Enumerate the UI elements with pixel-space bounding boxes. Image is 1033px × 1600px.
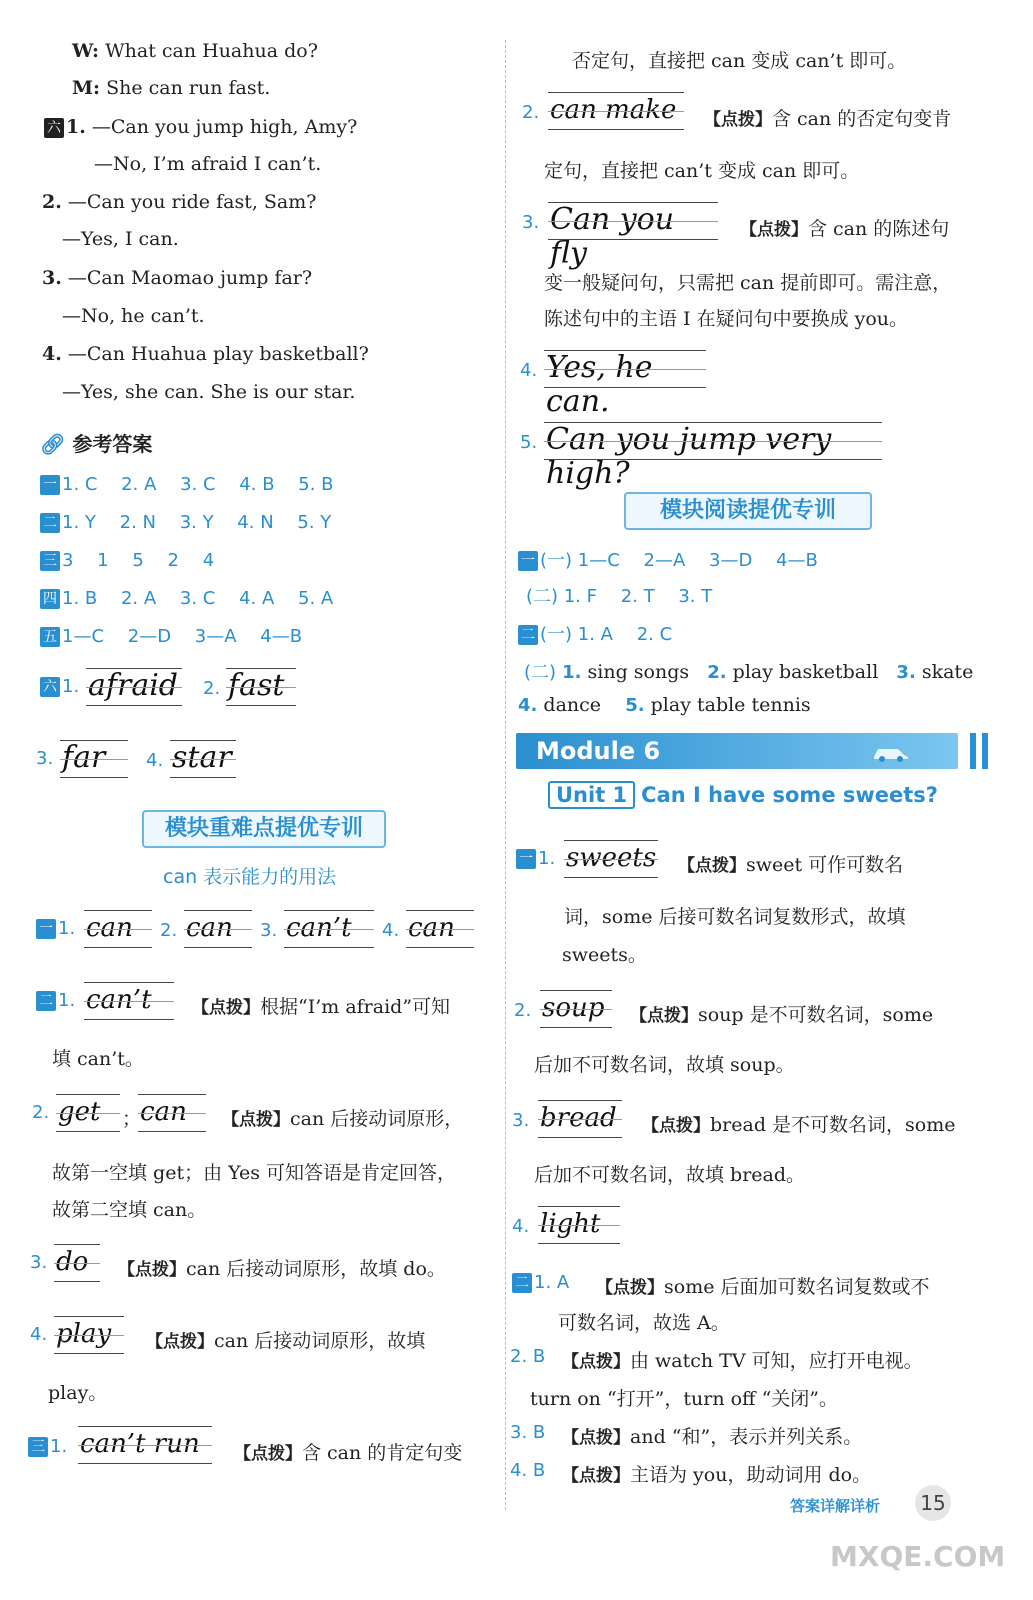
u1-i2-explain <box>630 1000 933 1027</box>
separator: ； <box>122 1108 142 1130</box>
item-num: 1. <box>562 662 582 683</box>
read1-line1 <box>518 546 818 572</box>
answer-text: play table tennis <box>650 694 811 716</box>
section-tag: 二 <box>518 625 538 645</box>
column-divider <box>505 40 506 1510</box>
item-num: 3. <box>522 212 540 233</box>
tip-text-cont: 后加不可数名词，故填 bread。 <box>534 1164 806 1186</box>
handwritten-answer: can’t run <box>78 1426 212 1464</box>
answer-text: sing songs <box>587 661 690 683</box>
car-icon <box>870 741 910 763</box>
item-num: 4. B <box>510 1460 546 1481</box>
answer: —No, I’m afraid I can’t. <box>94 153 322 175</box>
tip-text-cont: 词，some 后接可数名词复数形式，故填 <box>564 906 906 928</box>
tip-text: soup 是不可数名词，some <box>698 1004 934 1026</box>
item-num: 1. <box>58 918 76 939</box>
tip-label: 【点拨】 <box>222 1110 290 1130</box>
tip-text-cont: 可数名词，故选 A。 <box>558 1312 730 1334</box>
tip-text-cont: 定句，直接把 can’t 变成 can 即可。 <box>544 160 860 182</box>
tip-label: 【点拨】 <box>234 1444 302 1464</box>
section-tag: 五 <box>40 627 60 647</box>
tip-label: 【点拨】 <box>678 856 746 876</box>
item-num: 3. <box>512 1110 530 1131</box>
answer-row-2 <box>40 508 331 534</box>
question: —Can you ride fast, Sam? <box>67 191 317 213</box>
answer-text: 1—C 2—D 3—A 4—B <box>62 626 303 647</box>
item-num: 1. <box>50 1436 68 1457</box>
tip-label: 【点拨】 <box>562 1466 630 1486</box>
handwritten-answer: star <box>170 740 236 778</box>
u1-i3-explain <box>642 1110 955 1137</box>
tip-text-cont: 后加不可数名词，故填 soup。 <box>534 1054 795 1076</box>
tip-text-cont: 故第二空填 can。 <box>52 1199 207 1221</box>
tip-label: 【点拨】 <box>704 110 772 130</box>
r-i3-explain <box>740 214 949 241</box>
answer-text: (一) 1—C 2—A 3—D 4—B <box>540 550 818 571</box>
item-num: 2. <box>522 102 540 123</box>
u2-i3-explain <box>562 1422 862 1449</box>
page-number: 15 <box>915 1485 951 1521</box>
unit-label: Unit 1 <box>548 781 635 809</box>
dialog-text: She can run fast. <box>106 77 271 99</box>
read2-line2 <box>524 658 973 684</box>
handwritten-answer: can <box>84 910 152 948</box>
section-tag: 二 <box>512 1273 532 1293</box>
section-banner: 模块阅读提优专训 <box>624 492 872 530</box>
answer-row-1 <box>40 470 334 496</box>
read2-line3 <box>518 694 811 716</box>
stripe-decoration <box>982 733 988 769</box>
tip-text: 含 can 的肯定句变 <box>302 1442 463 1464</box>
answer: —Yes, I can. <box>62 228 179 250</box>
unit-title: Can I have some sweets? <box>641 783 938 807</box>
tip-label: 【点拨】 <box>740 220 808 240</box>
tip-text: 含 can 的陈述句 <box>808 218 950 240</box>
handwritten-answer: play <box>54 1316 124 1354</box>
tip-text: can 后接动词原形， <box>290 1108 464 1130</box>
handwritten-answer: Can you fly <box>548 202 718 240</box>
item-num: 4. <box>146 750 164 771</box>
tip-label: 【点拨】 <box>562 1352 630 1372</box>
item-num: 2. B <box>510 1346 546 1367</box>
answer: —Yes, she can. She is our star. <box>62 381 356 403</box>
tip-text: can 后接动词原形，故填 <box>214 1330 426 1352</box>
section-tag: 三 <box>40 551 60 571</box>
read2-line1 <box>518 620 672 646</box>
s3-label-1 <box>28 1436 67 1457</box>
tip-text: can 后接动词原形，故填 do。 <box>186 1258 446 1280</box>
handwritten-answer: can’t <box>84 982 174 1020</box>
answer-text: 3 1 5 2 4 <box>62 550 215 571</box>
handwritten-answer: can <box>184 910 252 948</box>
s2-i4-explain <box>146 1326 425 1353</box>
answer-text: (二) 1. F 2. T 3. T <box>526 586 713 607</box>
answer-text: (一) 1. A 2. C <box>540 624 673 645</box>
module-title: Module 6 <box>536 737 661 765</box>
section-tag: 二 <box>36 991 56 1011</box>
tip-label: 【点拨】 <box>118 1260 186 1280</box>
tip-label: 【点拨】 <box>630 1006 698 1026</box>
tip-text-cont: turn on “打开”，turn off “关闭”。 <box>530 1388 839 1410</box>
section6-q3 <box>42 267 312 289</box>
item-num: 5. <box>625 695 645 716</box>
u2-i1-explain <box>596 1272 930 1299</box>
answer-text: 1. Y 2. N 3. Y 4. N 5. Y <box>62 512 332 533</box>
tip-label: 【点拨】 <box>146 1332 214 1352</box>
item-num: 2. <box>42 191 62 213</box>
handwritten-answer: Can you jump very high? <box>544 422 882 460</box>
unit-heading <box>548 781 938 809</box>
u2-i4-explain <box>562 1460 871 1487</box>
item-num: 1. <box>58 990 76 1011</box>
question: —Can Huahua play basketball? <box>67 343 369 365</box>
answer-text: 1. B 2. A 3. C 4. A 5. A <box>62 588 334 609</box>
item-num: 3. B <box>510 1422 546 1443</box>
speaker: M: <box>72 77 101 99</box>
item-num: 4. <box>520 360 538 381</box>
item-num: 1. <box>62 676 80 697</box>
answer-text: 1. C 2. A 3. C 4. B 5. B <box>62 474 334 495</box>
section-tag: 一 <box>518 551 538 571</box>
tip-text-cont: 否定句，直接把 can 变成 can’t 即可。 <box>572 50 907 72</box>
section-tag: 六 <box>44 118 64 138</box>
handwritten-answer: get <box>56 1094 120 1132</box>
section6-q1 <box>44 116 357 138</box>
section-tag: 二 <box>40 513 60 533</box>
item-num: 2. <box>203 678 221 699</box>
handwritten-answer: do <box>54 1244 100 1282</box>
answer-text: skate <box>921 661 974 683</box>
tip-text-cont: play。 <box>48 1382 108 1404</box>
s2-label-1 <box>36 990 75 1011</box>
tip-text: 主语为 you，助动词用 do。 <box>630 1464 872 1486</box>
item-num: 5. <box>520 432 538 453</box>
section-tag: 六 <box>40 677 60 697</box>
item-num: 1. <box>538 848 556 869</box>
hw6-label-1 <box>40 676 79 697</box>
tip-text: sweet 可作可数名 <box>746 854 904 876</box>
footer-label: 答案详解详析 <box>790 1497 881 1515</box>
answer-text: dance <box>543 694 602 716</box>
section-tag: 四 <box>40 589 60 609</box>
answer-row-3 <box>40 546 214 572</box>
handwritten-answer: far <box>60 740 128 778</box>
s2-i2-explain <box>222 1104 463 1131</box>
item-num: 3. <box>36 748 54 769</box>
tip-text-cont: 陈述句中的主语 I 在疑问句中要换成 you。 <box>544 308 909 330</box>
dialog-text: What can Huahua do? <box>105 40 318 62</box>
s2-i3-explain <box>118 1254 446 1281</box>
section-tag: 一 <box>36 919 56 939</box>
item-num: 1. A <box>534 1272 570 1293</box>
answer: —No, he can’t. <box>62 305 205 327</box>
tip-text-cont: 故第一空填 get；由 Yes 可知答语是肯定回答， <box>52 1162 457 1184</box>
section-banner: 模块重难点提优专训 <box>142 810 386 848</box>
link-icon: 🔗︎ <box>40 432 66 456</box>
answer-row-5 <box>40 622 302 648</box>
handwritten-answer: can make <box>548 92 684 130</box>
s2-i1-explain <box>192 992 450 1019</box>
s1-label-1 <box>36 918 75 939</box>
u2-label-1 <box>512 1272 569 1293</box>
answer-row-4 <box>40 584 333 610</box>
item-num: 2. <box>707 662 727 683</box>
tip-text: 由 watch TV 可知，应打开电视。 <box>630 1350 923 1372</box>
question: —Can Maomao jump far? <box>67 267 313 289</box>
dialog-line-2 <box>72 77 270 99</box>
tip-text: 根据“I’m afraid”可知 <box>260 996 451 1018</box>
answer-text: (二) <box>524 662 557 683</box>
handwritten-answer: bread <box>538 1100 622 1138</box>
handwritten-answer: light <box>538 1206 620 1244</box>
tip-text: bread 是不可数名词，some <box>710 1114 956 1136</box>
ref-answer-heading <box>40 428 152 457</box>
item-num: 4. <box>382 920 400 941</box>
tip-text-cont: 填 can’t。 <box>52 1048 144 1070</box>
section-subhead: can 表示能力的用法 <box>163 866 337 888</box>
question: —Can you jump high, Amy? <box>91 116 358 138</box>
tip-label: 【点拨】 <box>562 1428 630 1448</box>
handwritten-answer: afraid <box>86 668 182 706</box>
item-num: 4. <box>512 1216 530 1237</box>
item-num: 2. <box>160 920 178 941</box>
section-tag: 一 <box>40 475 60 495</box>
item-num: 3. <box>30 1252 48 1273</box>
item-num: 4. <box>518 695 538 716</box>
module-header <box>516 733 958 769</box>
s3-explain <box>234 1438 462 1465</box>
handwritten-answer: soup <box>540 990 612 1028</box>
tip-text: some 后面加可数名词复数或不 <box>664 1276 930 1298</box>
tip-label: 【点拨】 <box>596 1278 664 1298</box>
item-num: 2. <box>514 1000 532 1021</box>
tip-text: and “和”，表示并列关系。 <box>630 1426 863 1448</box>
tip-label: 【点拨】 <box>642 1116 710 1136</box>
tip-text: 含 can 的否定句变肯 <box>772 108 952 130</box>
item-num: 1. <box>66 116 86 138</box>
handwritten-answer: can <box>406 910 474 948</box>
stripe-decoration <box>970 733 976 769</box>
section6-q4 <box>42 343 369 365</box>
u2-i2-explain <box>562 1346 923 1373</box>
u1-label-1 <box>516 848 555 869</box>
item-num: 3. <box>260 920 278 941</box>
item-num: 2. <box>32 1102 50 1123</box>
watermark: MXQE.COM <box>830 1540 1006 1573</box>
item-num: 4. <box>30 1324 48 1345</box>
section-tag: 三 <box>28 1437 48 1457</box>
section6-q2 <box>42 191 316 213</box>
handwritten-answer: Yes, he can. <box>544 350 706 388</box>
item-num: 4. <box>42 343 62 365</box>
tip-text-cont: sweets。 <box>562 944 647 966</box>
item-num: 3. <box>896 662 916 683</box>
handwritten-answer: can’t <box>284 910 374 948</box>
speaker: W: <box>72 40 100 62</box>
dialog-line-1 <box>72 40 318 62</box>
item-num: 3. <box>42 267 62 289</box>
answer-text: play basketball <box>732 661 879 683</box>
section-tag: 一 <box>516 849 536 869</box>
tip-text-cont: 变一般疑问句，只需把 can 提前即可。需注意， <box>544 272 952 294</box>
tip-label: 【点拨】 <box>192 998 260 1018</box>
handwritten-answer: can <box>138 1094 206 1132</box>
handwritten-answer: sweets <box>564 840 658 878</box>
handwritten-answer: fast <box>226 668 296 706</box>
u1-i1-explain <box>678 850 903 877</box>
r-i2-explain <box>704 104 951 131</box>
ref-title: 参考答案 <box>72 432 153 456</box>
